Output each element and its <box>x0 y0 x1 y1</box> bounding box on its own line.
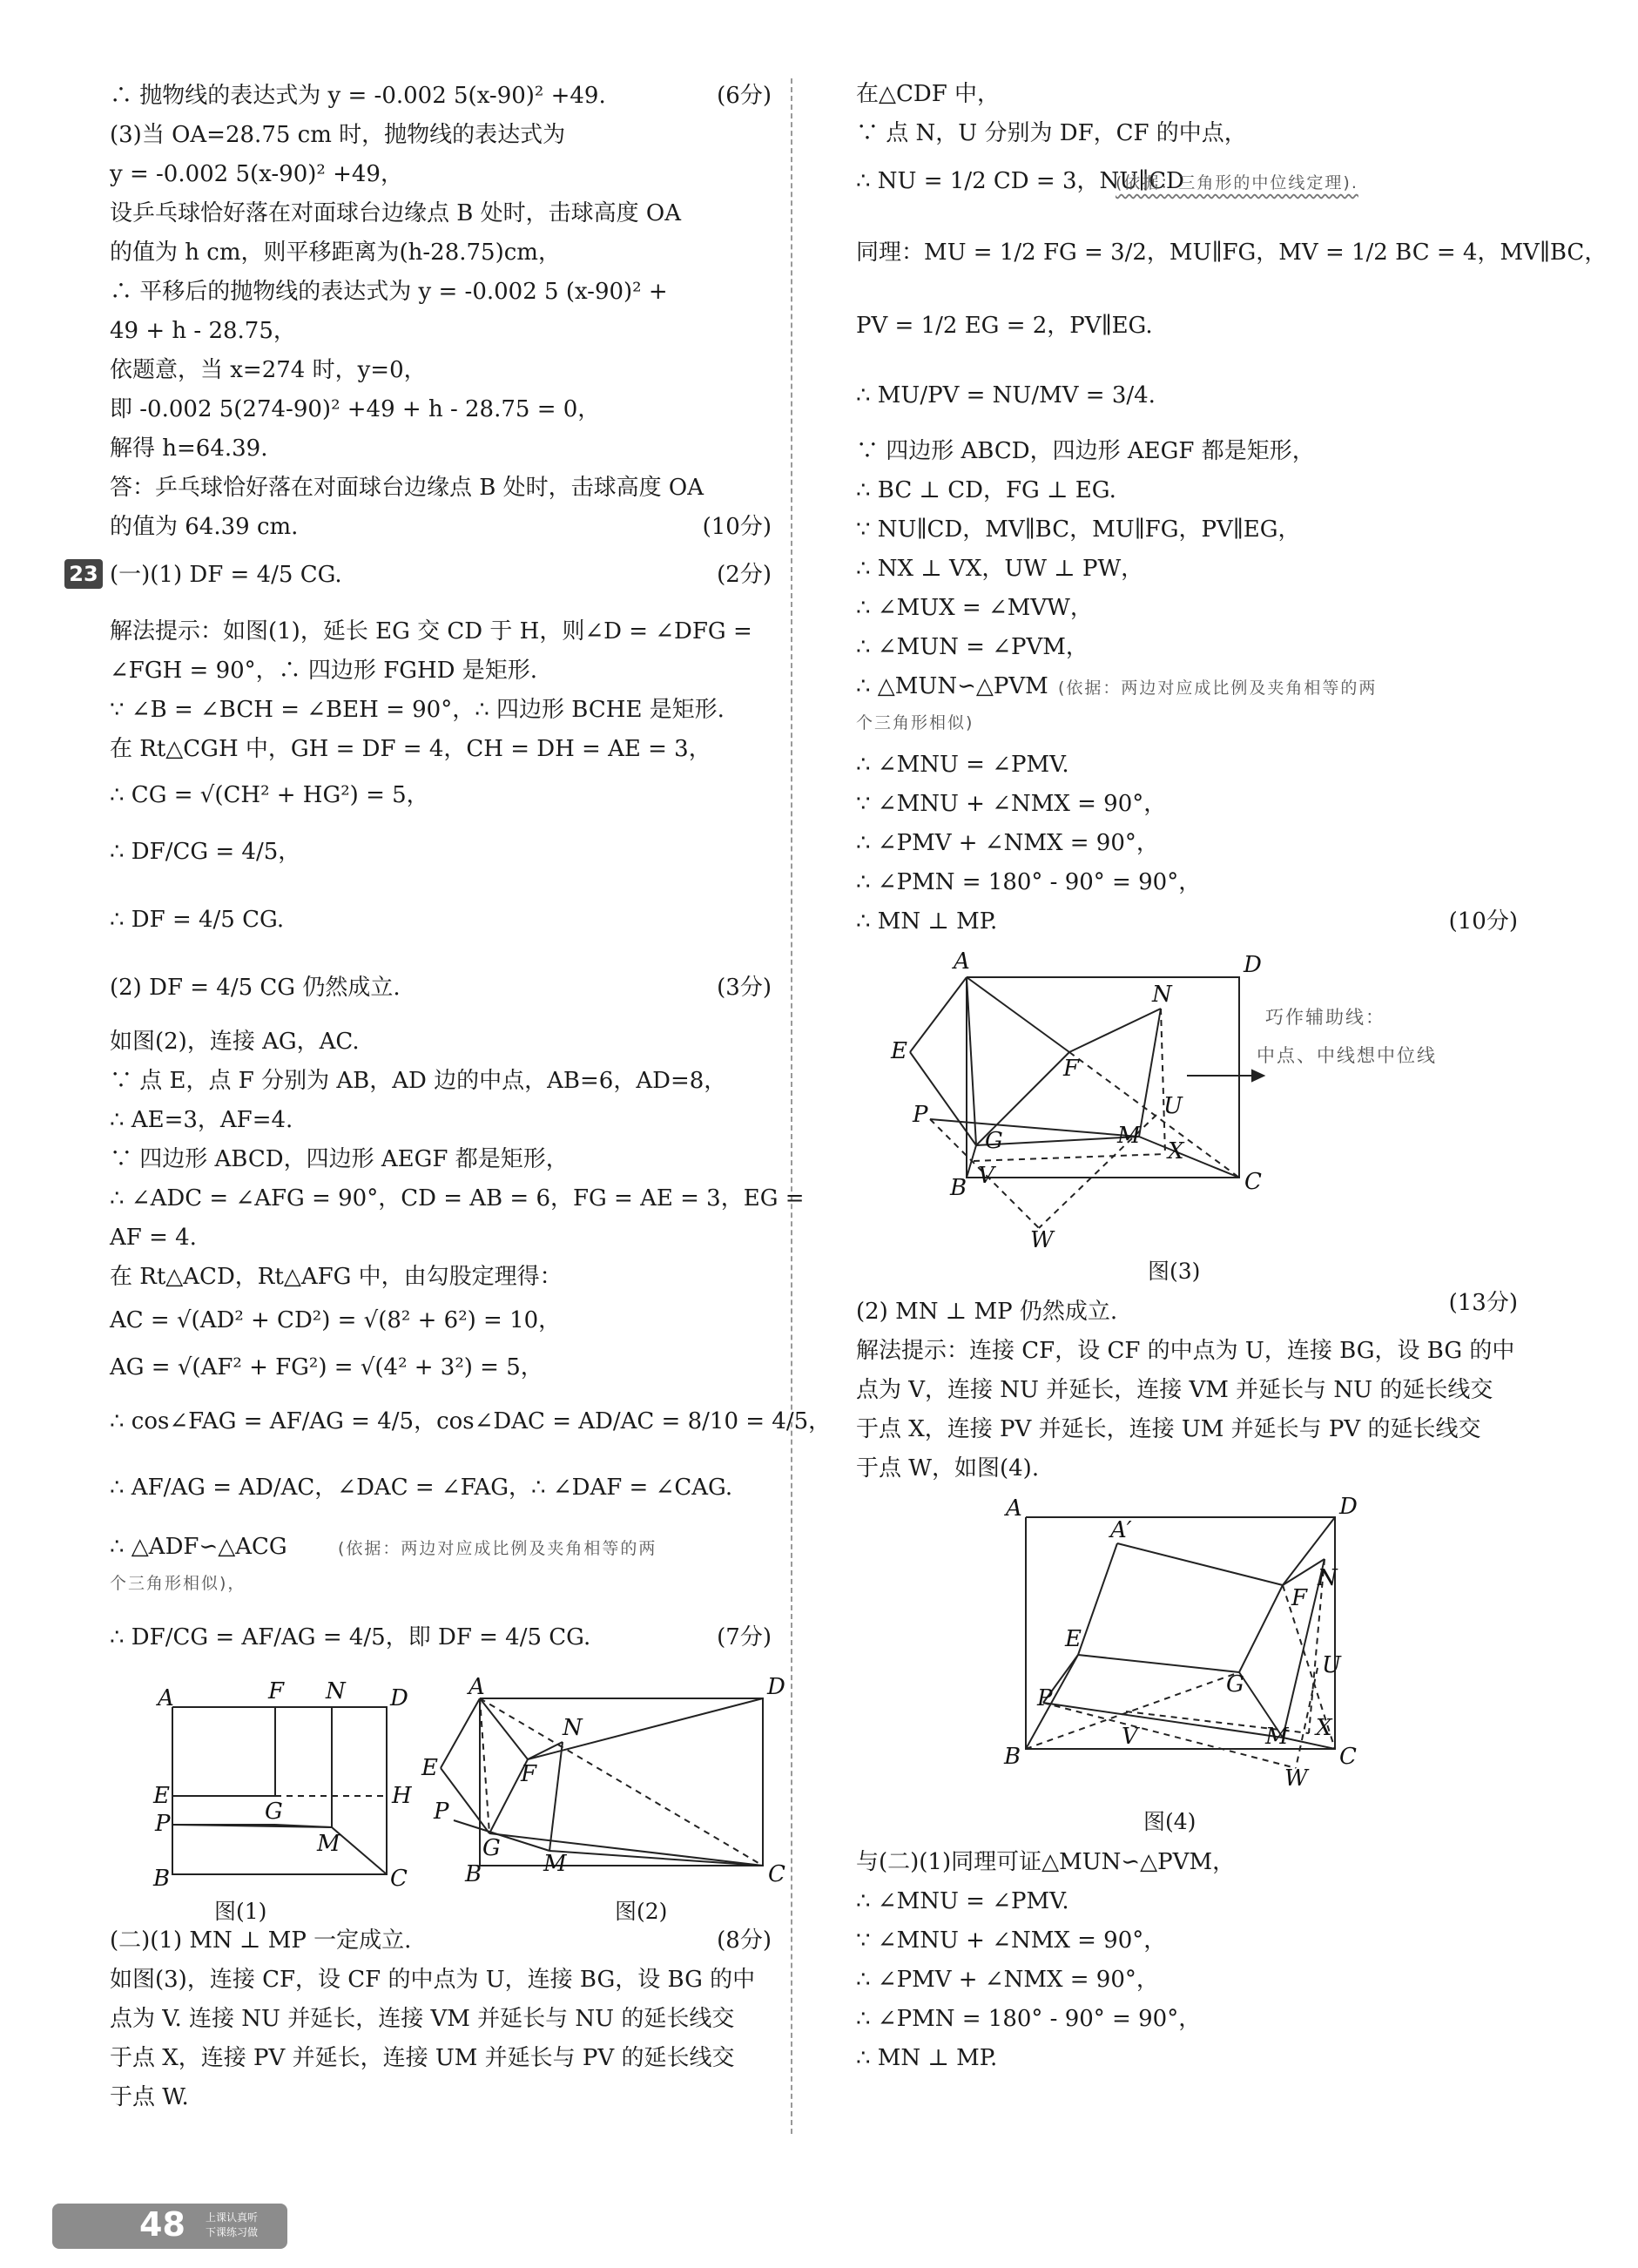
text-line: ∴ CG = √(CH² + HG²) = 5， <box>110 782 429 808</box>
fig4-line-AF <box>1117 1543 1283 1585</box>
fig4-label: D <box>1339 1494 1358 1520</box>
text-line: ∴ cos∠FAG = AF/AG = 4/5，cos∠DAC = AD/AC = 8/10 = 4/5， <box>110 1408 832 1434</box>
fig2-line-FN <box>528 1742 563 1759</box>
text-line: ∴ 抛物线的表达式为 y = -0.002 5(x-90)² +49. <box>110 83 606 109</box>
text-line: 在 Rt△CGH 中，GH = DF = 4，CH = DH = AE = 3， <box>110 736 711 762</box>
fig3-label: A <box>954 948 970 975</box>
fig4-label: V <box>1122 1724 1138 1750</box>
fig4-label: F <box>1291 1585 1308 1611</box>
fig3-label: B <box>950 1175 967 1201</box>
text-line: ∵ ∠MNU + ∠NMX = 90°， <box>856 1927 1167 1954</box>
fig1-label: E <box>153 1783 170 1809</box>
fig1-label: P <box>155 1811 171 1837</box>
text-line: 点为 V. 连接 NU 并延长，连接 VM 并延长与 NU 的延长线交 <box>110 2006 735 2032</box>
text-line: 的值为 64.39 cm. <box>110 514 299 540</box>
text-line: PV = 1/2 EG = 2，PV∥EG. <box>856 313 1153 339</box>
score: (10分) <box>1448 908 1518 935</box>
fig1-label: N <box>326 1678 346 1704</box>
fig1-caption: 图(1) <box>214 1899 267 1924</box>
fig3-caption: 图(3) <box>1148 1259 1201 1284</box>
fig2-label: M <box>543 1851 567 1877</box>
page-footer <box>52 2204 287 2249</box>
score: (6分) <box>717 83 772 109</box>
text-line: ∵ 点 N，U 分别为 DF，CF 的中点， <box>856 120 1247 146</box>
text-line: 如图(3)，连接 CF，设 CF 的中点为 U，连接 BG，设 BG 的中 <box>110 1967 756 1993</box>
page-number: 48 <box>139 2205 185 2244</box>
text-line: ∴ DF/CG = 4/5， <box>110 839 301 865</box>
text-line: y = -0.002 5(x-90)² +49， <box>110 161 403 187</box>
handwritten-note: (依据：三角形的中位线定理). <box>1116 173 1358 192</box>
fig4-label: X <box>1316 1715 1332 1741</box>
fig4-label: A <box>1006 1495 1022 1522</box>
fig1-rectangle <box>172 1707 387 1874</box>
footer-tip <box>206 2211 258 2240</box>
fig1-label: B <box>153 1866 171 1892</box>
text-line: (2) MN ⊥ MP 仍然成立. <box>856 1299 1118 1325</box>
text-line: ∵ 四边形 ABCD，四边形 AEGF 都是矩形， <box>856 438 1315 464</box>
score: (7分) <box>717 1624 772 1650</box>
fig4-label: P <box>1037 1685 1053 1711</box>
text-line: 解得 h=64.39. <box>110 435 268 462</box>
text-line: ∠FGH = 90°，∴ 四边形 FGHD 是矩形. <box>110 658 538 684</box>
fig4-caption: 图(4) <box>1143 1809 1196 1834</box>
text-line: 与(二)(1)同理可证△MUN∽△PVM， <box>856 1849 1236 1875</box>
score: (10分) <box>702 514 772 540</box>
text-line: ∴ ∠MUX = ∠MVW， <box>856 595 1093 621</box>
text-line: AF = 4. <box>110 1225 197 1251</box>
text-line: 于点 X，连接 PV 并延长，连接 UM 并延长与 PV 的延长线交 <box>856 1416 1481 1442</box>
text-line: AG = √(AF² + FG²) = √(4² + 3²) = 5， <box>110 1354 543 1380</box>
text-line: 点为 V，连接 NU 并延长，连接 VM 并延长与 NU 的延长线交 <box>856 1377 1493 1403</box>
text-line: ∵ 点 E，点 F 分别为 AB，AD 边的中点，AB=6，AD=8， <box>110 1068 727 1094</box>
text-line: ∴ ∠MNU = ∠PMV. <box>856 1888 1069 1914</box>
fig1-label: M <box>317 1831 340 1857</box>
text-line: ∴ AE=3，AF=4. <box>110 1107 293 1133</box>
fig3-label: E <box>891 1038 907 1064</box>
fig3-label: F <box>1063 1056 1080 1082</box>
fig2-label: E <box>421 1755 438 1781</box>
text-line: (二)(1) MN ⊥ MP 一定成立. <box>110 1927 412 1954</box>
fig3-label: M <box>1117 1123 1141 1149</box>
text-line: ∴ DF = 4/5 CG. <box>110 907 285 933</box>
text-line: (3)当 OA=28.75 cm 时，抛物线的表达式为 <box>110 122 566 148</box>
fig3-line-NX <box>1161 1009 1165 1154</box>
text-line: 即 -0.002 5(274-90)² +49 + h - 28.75 = 0， <box>110 396 601 422</box>
fig2-label: P <box>434 1799 449 1825</box>
text-line: 于点 W. <box>110 2084 189 2110</box>
fig3-arrowhead <box>1252 1070 1264 1081</box>
text-line: ∵ 四边形 ABCD，四边形 AEGF 都是矩形， <box>110 1146 569 1172</box>
fig4-line-EG <box>1078 1655 1239 1672</box>
fig3-label: C <box>1244 1169 1262 1195</box>
fig2-label: F <box>521 1761 537 1787</box>
handwritten-note: 个三角形相似) <box>856 713 974 732</box>
fig2-line-GC <box>489 1833 763 1866</box>
text-line: ∴ ∠PMN = 180° - 90° = 90°， <box>856 869 1202 895</box>
fig1-label: D <box>390 1685 408 1711</box>
fig2-caption: 图(2) <box>615 1899 668 1924</box>
fig2-line-NM <box>549 1742 563 1851</box>
text-line: ∴ ∠PMN = 180° - 90° = 90°， <box>856 2006 1202 2032</box>
fig1-label: F <box>268 1678 285 1704</box>
fig4-label: E <box>1065 1626 1082 1652</box>
text-line: 设乒乓球恰好落在对面球台边缘点 B 处时，击球高度 OA <box>110 200 681 226</box>
fig4-line-PM <box>1043 1703 1283 1738</box>
text-line: ∴ NX ⊥ VX，UW ⊥ PW， <box>856 556 1144 582</box>
text-line: 依题意，当 x=274 时，y=0， <box>110 357 427 383</box>
text-line: (2) DF = 4/5 CG 仍然成立. <box>110 975 401 1001</box>
fig4-label: C <box>1339 1744 1357 1770</box>
fig4-line-FG <box>1239 1585 1283 1672</box>
text-line: 在△CDF 中， <box>856 81 1001 107</box>
column-divider <box>791 78 792 2134</box>
text-line: 于点 X，连接 PV 并延长，连接 UM 并延长与 PV 的延长线交 <box>110 2045 735 2071</box>
text-line: AC = √(AD² + CD²) = √(8² + 6²) = 10， <box>110 1307 562 1333</box>
fig3-line-PM <box>930 1119 1139 1137</box>
text-line: ∴ ∠MNU = ∠PMV. <box>856 752 1069 778</box>
text-line: 在 Rt△ACD，Rt△AFG 中，由勾股定理得： <box>110 1264 563 1290</box>
text-line: ∵ NU∥CD，MV∥BC，MU∥FG，PV∥EG， <box>856 516 1301 543</box>
footer-tip-line: 下课练习做 <box>206 2226 259 2238</box>
fig2-label: A <box>468 1674 485 1700</box>
handwritten-note: 个三角形相似)， <box>110 1574 246 1593</box>
fig3-label: G <box>985 1128 1003 1154</box>
fig3-line-MC <box>1139 1137 1239 1178</box>
fig4-label: G <box>1226 1671 1244 1698</box>
text-line: ∴ NU = 1/2 CD = 3，NU∥CD <box>856 168 1184 194</box>
handwritten-note: (依据：两边对应成比例及夹角相等的两 <box>338 1539 657 1558</box>
text-line: 解法提示：连接 CF，设 CF 的中点为 U，连接 BG，设 BG 的中 <box>856 1338 1515 1364</box>
text-line: 答：乒乓球恰好落在对面球台边缘点 B 处时，击球高度 OA <box>110 475 704 501</box>
text-line: ∴ ∠ADC = ∠AFG = 90°，CD = AB = 6，FG = AE = 3，EG = <box>110 1185 805 1212</box>
text-line: 如图(2)，连接 AG，AC. <box>110 1029 360 1055</box>
text-line: 于点 W，如图(4). <box>856 1455 1040 1482</box>
fig4-label: N <box>1318 1565 1338 1591</box>
text-line: 49 + h - 28.75， <box>110 318 296 344</box>
text-line: ∴ ∠PMV + ∠NMX = 90°， <box>856 1967 1159 1993</box>
fig4-label: A′ <box>1110 1517 1132 1543</box>
fig4-label: W <box>1284 1765 1308 1792</box>
fig4-label: B <box>1004 1744 1021 1770</box>
figure-3 <box>856 949 1518 1289</box>
text-line: ∴ MU/PV = NU/MV = 3/4. <box>856 382 1156 408</box>
text-line: ∴ ∠MUN = ∠PVM， <box>856 634 1089 660</box>
text-line: ∴ AF/AG = AD/AC，∠DAC = ∠FAG，∴ ∠DAF = ∠CAG. <box>110 1475 733 1501</box>
fig2-line-AF <box>480 1698 528 1759</box>
fig3-label: W <box>1030 1227 1054 1253</box>
handwritten-note: (依据：两边对应成比例及夹角相等的两 <box>1058 678 1378 698</box>
text-line: ∴ △MUN∽△PVM <box>856 673 1048 699</box>
fig2-label: G <box>482 1835 501 1861</box>
fig3-line-FC <box>1069 1052 1239 1178</box>
text-line: ∵ ∠B = ∠BCH = ∠BEH = 90°，∴ 四边形 BCHE 是矩形. <box>110 697 725 723</box>
figure-4 <box>856 1489 1518 1838</box>
text-line: ∴ MN ⊥ MP. <box>856 2045 998 2071</box>
text-line: 的值为 h cm，则平移距离为(h-28.75)cm， <box>110 240 561 266</box>
text-line: ∴ 平移后的抛物线的表达式为 y = -0.002 5 (x-90)² + <box>110 279 668 305</box>
fig4-label: M <box>1265 1724 1289 1750</box>
fig4-line-AE <box>1078 1543 1117 1655</box>
helper-note: 巧作辅助线： <box>1265 1007 1385 1028</box>
fig4-line-UW <box>1296 1668 1318 1768</box>
fig3-label: D <box>1244 952 1262 978</box>
fig3-label: P <box>913 1102 928 1128</box>
fig3-label: V <box>978 1163 994 1189</box>
text-line: ∴ ∠PMV + ∠NMX = 90°， <box>856 830 1159 856</box>
fig1-label: G <box>265 1799 283 1825</box>
fig4-line-PW <box>1043 1703 1296 1768</box>
fig1-label: C <box>390 1866 408 1892</box>
score: (3分) <box>717 975 772 1001</box>
fig3-line-NM <box>1139 1009 1161 1137</box>
fig3-line-AG <box>967 977 976 1145</box>
score: (2分) <box>717 562 772 588</box>
text-line: ∴ △ADF∽△ACG <box>110 1534 287 1560</box>
text-line: 解法提示：如图(1)，延长 EG 交 CD 于 H，则∠D = ∠DFG = <box>110 618 752 645</box>
text-line: 同理：MU = 1/2 FG = 3/2，MU∥FG，MV = 1/2 BC = 4，MV∥BC， <box>856 240 1608 266</box>
text-line: ∵ ∠MNU + ∠NMX = 90°， <box>856 791 1167 817</box>
fig3-label: U <box>1163 1093 1183 1119</box>
fig2-label: N <box>563 1715 583 1741</box>
text-line: (一)(1) DF = 4/5 CG. <box>110 562 342 588</box>
fig2-label: D <box>767 1674 785 1700</box>
fig1-label: A <box>158 1685 174 1711</box>
fig2-label: B <box>465 1861 482 1887</box>
score: (8分) <box>717 1927 772 1954</box>
fig2-line-AE <box>441 1698 480 1768</box>
fig3-line-FN <box>1069 1009 1161 1052</box>
score: (13分) <box>1448 1290 1518 1316</box>
footer-tip-line: 上课认真听 <box>206 2211 259 2224</box>
text-line: ∴ DF/CG = AF/AG = 4/5，即 DF = 4/5 CG. <box>110 1624 591 1650</box>
fig2-label: C <box>768 1861 785 1887</box>
text-line: ∴ MN ⊥ MP. <box>856 908 998 935</box>
fig2-line-AG <box>480 1698 489 1833</box>
figure-1 <box>110 1672 441 1960</box>
problem-number-badge: 23 <box>64 559 103 589</box>
fig3-line-VX <box>974 1154 1165 1161</box>
fig3-line-AF <box>967 977 1069 1052</box>
fig4-label: U <box>1322 1652 1341 1678</box>
fig3-label: X <box>1168 1138 1184 1164</box>
fig1-label: H <box>392 1783 412 1809</box>
figure-2 <box>421 1672 789 1960</box>
fig3-line-AE <box>910 977 967 1052</box>
helper-note: 中点、中线想中位线 <box>1257 1045 1437 1066</box>
text-line: ∴ BC ⊥ CD，FG ⊥ EG. <box>856 477 1116 503</box>
fig3-label: N <box>1152 982 1172 1008</box>
